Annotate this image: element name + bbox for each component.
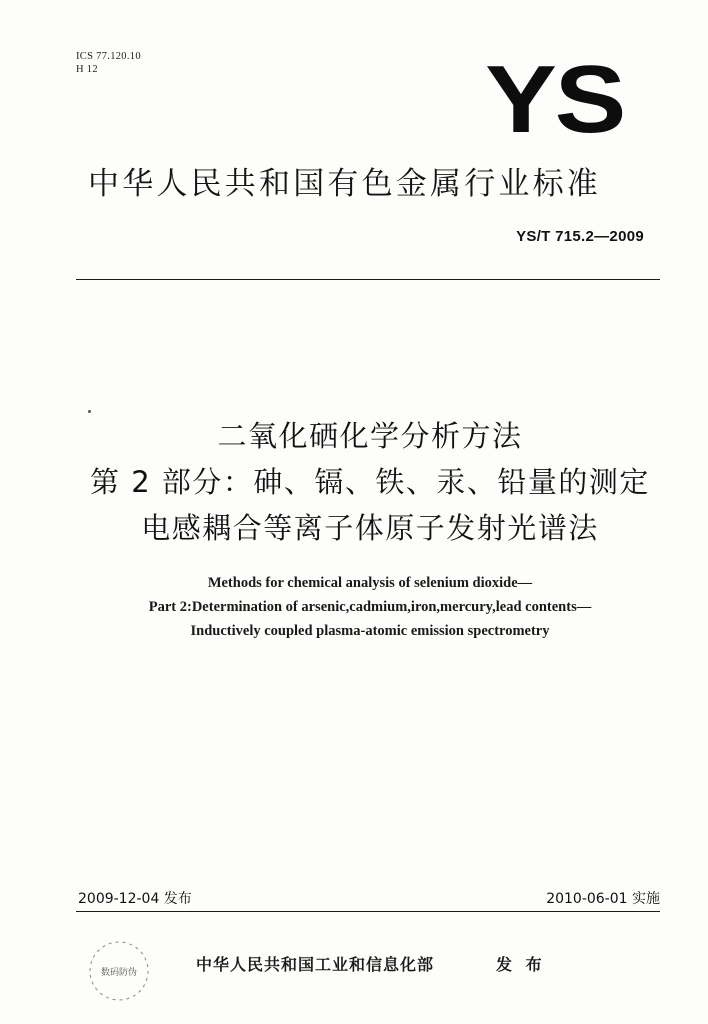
classification-code: H 12 (76, 64, 98, 75)
stamp-text: 数码防伪 (100, 968, 138, 978)
english-title-line-1: Methods for chemical analysis of selenium dioxide— (207, 575, 533, 591)
chinese-title-line-3: 电感耦合等离子体原子发射光谱法 (141, 511, 599, 545)
bottom-divider (76, 911, 660, 912)
anti-counterfeit-stamp (86, 938, 152, 1004)
top-divider (76, 279, 660, 280)
english-title-line-3: Inductively coupled plasma-atomic emission spectrometry (190, 623, 550, 639)
publish-label: 发 布 (496, 955, 546, 974)
ics-number: ICS 77.120.10 (76, 51, 141, 62)
chinese-title-line-2: 第 2 部分：砷、镉、铁、汞、铅量的测定 (90, 465, 650, 499)
english-title-line-2: Part 2:Determination of arsenic,cadmium,iron,mercury,lead contents— (148, 599, 592, 615)
standard-number: YS/T 715.2—2009 (516, 228, 644, 245)
implementation-date: 2010-06-01 实施 (546, 891, 660, 907)
ys-logo: YS (485, 46, 624, 153)
issue-date: 2009-12-04 发布 (78, 891, 192, 907)
publisher: 中华人民共和国工业和信息化部 (196, 955, 435, 974)
industry-standard-title: 中华人民共和国有色金属行业标准 (88, 166, 601, 202)
scan-speck (88, 410, 91, 413)
chinese-title-line-1: 二氧化硒化学分析方法 (217, 419, 523, 453)
ics-code-block (76, 50, 141, 76)
